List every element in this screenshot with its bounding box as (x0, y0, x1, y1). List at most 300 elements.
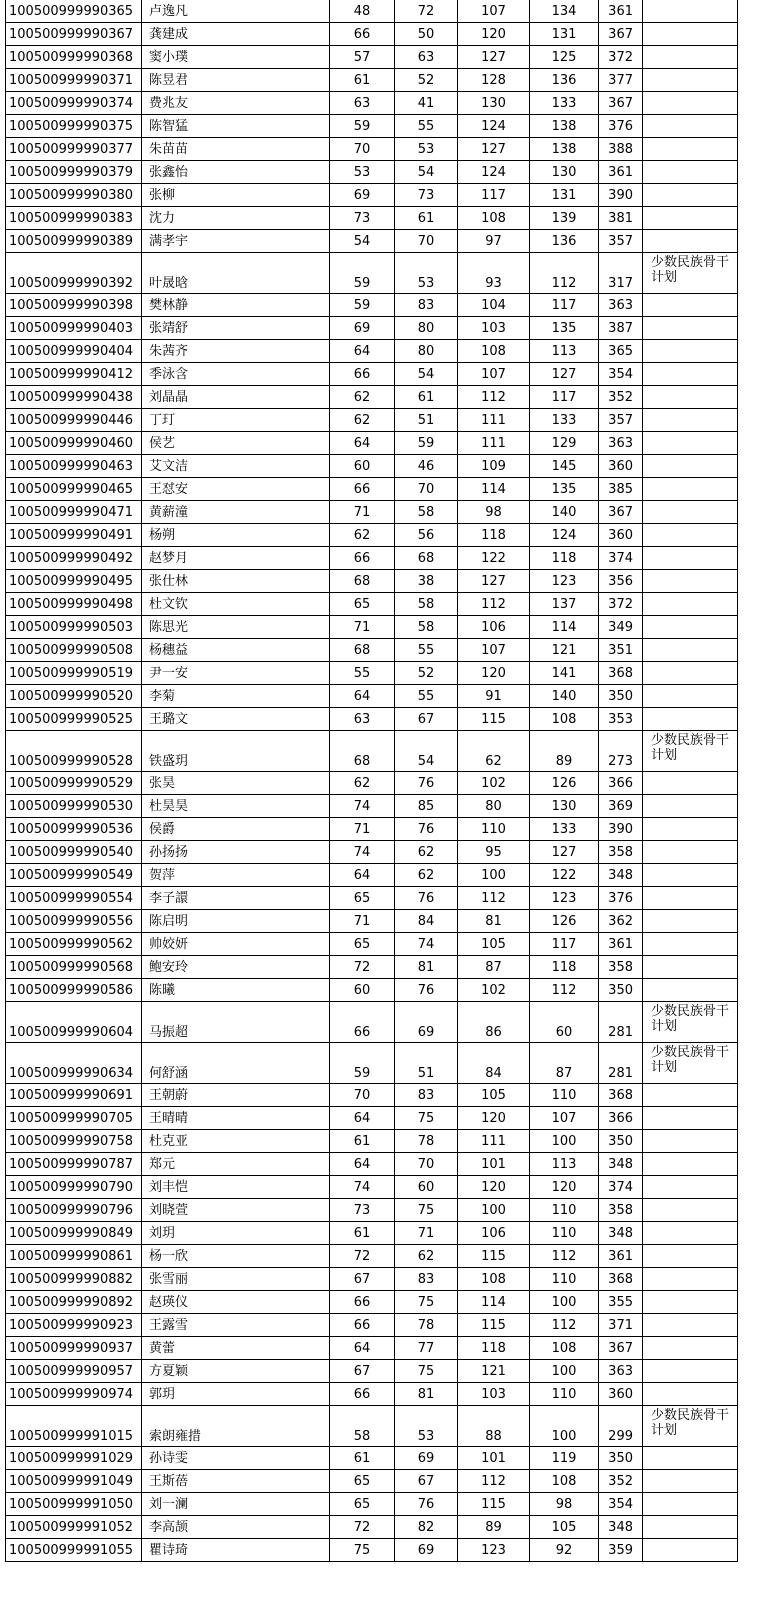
score-1-cell: 74 (330, 795, 395, 818)
table-row (6, 547, 738, 570)
score-1-cell: 69 (330, 184, 395, 207)
score-1-cell: 62 (330, 772, 395, 795)
table-row (6, 432, 738, 455)
candidate-id-cell: 100500999990519 (6, 662, 142, 685)
score-4-cell: 98 (530, 1493, 599, 1516)
score-3-cell: 115 (458, 1493, 530, 1516)
score-3-cell: 88 (458, 1406, 530, 1447)
score-3-cell: 127 (458, 46, 530, 69)
candidate-id-cell: 100500999990389 (6, 230, 142, 253)
remark-cell: 少数民族骨干计划 (643, 731, 738, 772)
score-4-cell: 127 (530, 363, 599, 386)
score-1-cell: 66 (330, 1291, 395, 1314)
total-score-cell: 363 (599, 294, 643, 317)
score-3-cell: 108 (458, 1268, 530, 1291)
score-1-cell: 61 (330, 69, 395, 92)
candidate-name-cell: 刘丰恺 (142, 1176, 330, 1199)
candidate-name-cell: 陈昱君 (142, 69, 330, 92)
score-3-cell: 120 (458, 1107, 530, 1130)
table-row (6, 795, 738, 818)
score-4-cell: 89 (530, 731, 599, 772)
score-1-cell: 64 (330, 1107, 395, 1130)
candidate-name-cell: 赵瑛仪 (142, 1291, 330, 1314)
table-row (6, 864, 738, 887)
table-row (6, 115, 738, 138)
candidate-id-cell: 100500999990465 (6, 478, 142, 501)
candidate-id-cell: 100500999990412 (6, 363, 142, 386)
total-score-cell: 348 (599, 1222, 643, 1245)
score-2-cell: 85 (395, 795, 458, 818)
candidate-id-cell: 100500999990492 (6, 547, 142, 570)
candidate-name-cell: 王露雪 (142, 1314, 330, 1337)
score-3-cell: 107 (458, 0, 530, 23)
remark-cell (643, 1447, 738, 1470)
score-1-cell: 65 (330, 593, 395, 616)
score-1-cell: 64 (330, 340, 395, 363)
score-1-cell: 66 (330, 547, 395, 570)
remark-cell (643, 115, 738, 138)
score-4-cell: 121 (530, 639, 599, 662)
score-4-cell: 124 (530, 524, 599, 547)
score-4-cell: 87 (530, 1043, 599, 1084)
table-row (6, 455, 738, 478)
candidate-name-cell: 杜文钦 (142, 593, 330, 616)
score-2-cell: 68 (395, 547, 458, 570)
total-score-cell: 356 (599, 570, 643, 593)
candidate-name-cell: 李高颉 (142, 1516, 330, 1539)
score-3-cell: 127 (458, 570, 530, 593)
score-3-cell: 111 (458, 409, 530, 432)
score-4-cell: 107 (530, 1107, 599, 1130)
candidate-name-cell: 费兆友 (142, 92, 330, 115)
score-2-cell: 46 (395, 455, 458, 478)
remark-cell: 少数民族骨干计划 (643, 1002, 738, 1043)
candidate-id-cell: 100500999990634 (6, 1043, 142, 1084)
candidate-id-cell: 100500999990556 (6, 910, 142, 933)
score-2-cell: 67 (395, 708, 458, 731)
score-1-cell: 53 (330, 161, 395, 184)
score-1-cell: 59 (330, 115, 395, 138)
score-1-cell: 54 (330, 230, 395, 253)
candidate-name-cell: 陈启明 (142, 910, 330, 933)
score-1-cell: 62 (330, 386, 395, 409)
score-1-cell: 68 (330, 731, 395, 772)
score-2-cell: 69 (395, 1002, 458, 1043)
score-4-cell: 92 (530, 1539, 599, 1562)
table-row (6, 639, 738, 662)
score-3-cell: 62 (458, 731, 530, 772)
score-4-cell: 113 (530, 340, 599, 363)
table-row (6, 501, 738, 524)
score-3-cell: 127 (458, 138, 530, 161)
table-row (6, 1043, 738, 1084)
score-2-cell: 55 (395, 115, 458, 138)
score-1-cell: 66 (330, 23, 395, 46)
score-4-cell: 133 (530, 92, 599, 115)
score-2-cell: 78 (395, 1130, 458, 1153)
candidate-id-cell: 100500999990923 (6, 1314, 142, 1337)
score-1-cell: 65 (330, 1470, 395, 1493)
candidate-name-cell: 杜克亚 (142, 1130, 330, 1153)
remark-cell (643, 92, 738, 115)
total-score-cell: 363 (599, 432, 643, 455)
score-2-cell: 62 (395, 841, 458, 864)
candidate-id-cell: 100500999991052 (6, 1516, 142, 1539)
table-row (6, 1539, 738, 1562)
score-1-cell: 60 (330, 979, 395, 1002)
score-2-cell: 76 (395, 887, 458, 910)
remark-cell (643, 570, 738, 593)
score-3-cell: 120 (458, 662, 530, 685)
score-1-cell: 65 (330, 933, 395, 956)
remark-cell (643, 340, 738, 363)
candidate-name-cell: 孙扬扬 (142, 841, 330, 864)
score-2-cell: 61 (395, 207, 458, 230)
score-1-cell: 61 (330, 1447, 395, 1470)
remark-cell (643, 1314, 738, 1337)
score-2-cell: 83 (395, 1084, 458, 1107)
score-4-cell: 125 (530, 46, 599, 69)
total-score-cell: 369 (599, 795, 643, 818)
remark-cell (643, 161, 738, 184)
score-3-cell: 120 (458, 1176, 530, 1199)
candidate-id-cell: 100500999990529 (6, 772, 142, 795)
score-3-cell: 101 (458, 1447, 530, 1470)
candidate-id-cell: 100500999991029 (6, 1447, 142, 1470)
table-row (6, 818, 738, 841)
table-row (6, 363, 738, 386)
score-2-cell: 80 (395, 317, 458, 340)
candidate-id-cell: 100500999990549 (6, 864, 142, 887)
score-2-cell: 70 (395, 230, 458, 253)
score-1-cell: 61 (330, 1222, 395, 1245)
table-row (6, 1383, 738, 1406)
total-score-cell: 353 (599, 708, 643, 731)
total-score-cell: 348 (599, 864, 643, 887)
table-row (6, 708, 738, 731)
candidate-name-cell: 王璐文 (142, 708, 330, 731)
score-3-cell: 115 (458, 708, 530, 731)
remark-cell (643, 795, 738, 818)
remark-cell (643, 1176, 738, 1199)
score-1-cell: 48 (330, 0, 395, 23)
total-score-cell: 358 (599, 841, 643, 864)
score-3-cell: 108 (458, 340, 530, 363)
candidate-id-cell: 100500999991050 (6, 1493, 142, 1516)
table-row (6, 0, 738, 23)
total-score-cell: 361 (599, 1245, 643, 1268)
score-3-cell: 106 (458, 616, 530, 639)
remark-cell (643, 1360, 738, 1383)
table-row (6, 570, 738, 593)
remark-cell (643, 1539, 738, 1562)
candidate-id-cell: 100500999990520 (6, 685, 142, 708)
candidate-name-cell: 刘一澜 (142, 1493, 330, 1516)
total-score-cell: 357 (599, 409, 643, 432)
score-3-cell: 109 (458, 455, 530, 478)
score-2-cell: 76 (395, 1493, 458, 1516)
total-score-cell: 355 (599, 1291, 643, 1314)
candidate-name-cell: 杨朔 (142, 524, 330, 547)
score-1-cell: 57 (330, 46, 395, 69)
score-1-cell: 67 (330, 1268, 395, 1291)
score-4-cell: 117 (530, 933, 599, 956)
score-1-cell: 59 (330, 1043, 395, 1084)
candidate-name-cell: 刘晶晶 (142, 386, 330, 409)
remark-cell (643, 207, 738, 230)
score-1-cell: 73 (330, 207, 395, 230)
score-4-cell: 139 (530, 207, 599, 230)
score-3-cell: 114 (458, 478, 530, 501)
table-row (6, 1516, 738, 1539)
score-1-cell: 64 (330, 864, 395, 887)
total-score-cell: 361 (599, 161, 643, 184)
score-4-cell: 138 (530, 115, 599, 138)
score-4-cell: 122 (530, 864, 599, 887)
total-score-cell: 361 (599, 933, 643, 956)
candidate-id-cell: 100500999990787 (6, 1153, 142, 1176)
candidate-name-cell: 朱苗苗 (142, 138, 330, 161)
score-2-cell: 78 (395, 1314, 458, 1337)
candidate-name-cell: 张仕林 (142, 570, 330, 593)
remark-cell: 少数民族骨干计划 (643, 253, 738, 294)
table-row (6, 46, 738, 69)
score-4-cell: 136 (530, 69, 599, 92)
score-2-cell: 58 (395, 616, 458, 639)
score-2-cell: 69 (395, 1447, 458, 1470)
score-3-cell: 91 (458, 685, 530, 708)
remark-cell (643, 46, 738, 69)
total-score-cell: 376 (599, 887, 643, 910)
candidate-id-cell: 100500999990460 (6, 432, 142, 455)
score-2-cell: 50 (395, 23, 458, 46)
candidate-name-cell: 郑元 (142, 1153, 330, 1176)
total-score-cell: 352 (599, 386, 643, 409)
table-row (6, 887, 738, 910)
table-row (6, 731, 738, 772)
total-score-cell: 359 (599, 1539, 643, 1562)
candidate-name-cell: 王晴晴 (142, 1107, 330, 1130)
total-score-cell: 354 (599, 363, 643, 386)
total-score-cell: 281 (599, 1043, 643, 1084)
score-3-cell: 105 (458, 1084, 530, 1107)
remark-cell (643, 1470, 738, 1493)
score-4-cell: 131 (530, 23, 599, 46)
score-2-cell: 41 (395, 92, 458, 115)
score-4-cell: 133 (530, 409, 599, 432)
total-score-cell: 365 (599, 340, 643, 363)
remark-cell (643, 524, 738, 547)
score-4-cell: 108 (530, 1470, 599, 1493)
score-2-cell: 80 (395, 340, 458, 363)
score-3-cell: 103 (458, 1383, 530, 1406)
table-row (6, 340, 738, 363)
candidate-name-cell: 李子譞 (142, 887, 330, 910)
remark-cell (643, 1130, 738, 1153)
remark-cell (643, 547, 738, 570)
table-row (6, 1470, 738, 1493)
candidate-id-cell: 100500999990463 (6, 455, 142, 478)
score-3-cell: 118 (458, 524, 530, 547)
remark-cell (643, 1084, 738, 1107)
candidate-name-cell: 尹一安 (142, 662, 330, 685)
table-row (6, 1406, 738, 1447)
score-2-cell: 51 (395, 1043, 458, 1084)
total-score-cell: 372 (599, 46, 643, 69)
total-score-cell: 385 (599, 478, 643, 501)
candidate-id-cell: 100500999990392 (6, 253, 142, 294)
score-3-cell: 105 (458, 933, 530, 956)
score-1-cell: 75 (330, 1539, 395, 1562)
table-row (6, 662, 738, 685)
score-2-cell: 55 (395, 685, 458, 708)
score-3-cell: 93 (458, 253, 530, 294)
candidate-id-cell: 100500999991049 (6, 1470, 142, 1493)
score-4-cell: 140 (530, 685, 599, 708)
candidate-name-cell: 李菊 (142, 685, 330, 708)
candidate-name-cell: 叶晟晗 (142, 253, 330, 294)
score-3-cell: 98 (458, 501, 530, 524)
total-score-cell: 363 (599, 1360, 643, 1383)
score-2-cell: 70 (395, 478, 458, 501)
score-2-cell: 58 (395, 593, 458, 616)
candidate-id-cell: 100500999990554 (6, 887, 142, 910)
score-4-cell: 117 (530, 294, 599, 317)
score-4-cell: 100 (530, 1406, 599, 1447)
candidate-id-cell: 100500999990530 (6, 795, 142, 818)
remark-cell (643, 294, 738, 317)
score-1-cell: 66 (330, 1383, 395, 1406)
score-2-cell: 38 (395, 570, 458, 593)
remark-cell (643, 639, 738, 662)
score-table (5, 0, 738, 1562)
score-2-cell: 83 (395, 1268, 458, 1291)
candidate-name-cell: 刘玥 (142, 1222, 330, 1245)
candidate-id-cell: 100500999990503 (6, 616, 142, 639)
candidate-id-cell: 100500999990377 (6, 138, 142, 161)
score-3-cell: 120 (458, 23, 530, 46)
score-4-cell: 130 (530, 161, 599, 184)
total-score-cell: 377 (599, 69, 643, 92)
score-4-cell: 133 (530, 818, 599, 841)
score-2-cell: 73 (395, 184, 458, 207)
candidate-name-cell: 陈智猛 (142, 115, 330, 138)
score-1-cell: 72 (330, 956, 395, 979)
remark-cell (643, 409, 738, 432)
score-4-cell: 118 (530, 547, 599, 570)
score-2-cell: 51 (395, 409, 458, 432)
candidate-id-cell: 100500999990403 (6, 317, 142, 340)
score-3-cell: 95 (458, 841, 530, 864)
total-score-cell: 350 (599, 1130, 643, 1153)
candidate-id-cell: 100500999990383 (6, 207, 142, 230)
candidate-id-cell: 100500999990705 (6, 1107, 142, 1130)
score-4-cell: 112 (530, 979, 599, 1002)
candidate-name-cell: 黄蕾 (142, 1337, 330, 1360)
remark-cell (643, 933, 738, 956)
total-score-cell: 366 (599, 1107, 643, 1130)
total-score-cell: 348 (599, 1516, 643, 1539)
total-score-cell: 372 (599, 593, 643, 616)
score-4-cell: 126 (530, 910, 599, 933)
score-1-cell: 71 (330, 910, 395, 933)
score-2-cell: 56 (395, 524, 458, 547)
candidate-id-cell: 100500999990586 (6, 979, 142, 1002)
score-3-cell: 107 (458, 639, 530, 662)
remark-cell (643, 478, 738, 501)
total-score-cell: 390 (599, 184, 643, 207)
score-1-cell: 64 (330, 685, 395, 708)
candidate-name-cell: 方夏颖 (142, 1360, 330, 1383)
table-row (6, 23, 738, 46)
total-score-cell: 273 (599, 731, 643, 772)
table-row (6, 207, 738, 230)
score-4-cell: 137 (530, 593, 599, 616)
candidate-id-cell: 100500999990498 (6, 593, 142, 616)
candidate-name-cell: 黄薪潼 (142, 501, 330, 524)
candidate-id-cell: 100500999990758 (6, 1130, 142, 1153)
candidate-id-cell: 100500999990525 (6, 708, 142, 731)
candidate-name-cell: 丁玎 (142, 409, 330, 432)
total-score-cell: 374 (599, 547, 643, 570)
table-row (6, 92, 738, 115)
score-1-cell: 71 (330, 818, 395, 841)
remark-cell: 少数民族骨干计划 (643, 1043, 738, 1084)
total-score-cell: 381 (599, 207, 643, 230)
table-row (6, 69, 738, 92)
table-row (6, 1222, 738, 1245)
remark-cell (643, 23, 738, 46)
table-row (6, 979, 738, 1002)
score-2-cell: 52 (395, 69, 458, 92)
candidate-id-cell: 100500999990604 (6, 1002, 142, 1043)
table-row (6, 184, 738, 207)
total-score-cell: 362 (599, 910, 643, 933)
score-3-cell: 81 (458, 910, 530, 933)
candidate-id-cell: 100500999990849 (6, 1222, 142, 1245)
candidate-name-cell: 索朗雍措 (142, 1406, 330, 1447)
score-1-cell: 72 (330, 1245, 395, 1268)
score-3-cell: 115 (458, 1245, 530, 1268)
candidate-name-cell: 王斯蓓 (142, 1470, 330, 1493)
score-4-cell: 126 (530, 772, 599, 795)
score-1-cell: 59 (330, 253, 395, 294)
candidate-id-cell: 100500999990375 (6, 115, 142, 138)
score-3-cell: 112 (458, 887, 530, 910)
candidate-id-cell: 100500999990374 (6, 92, 142, 115)
score-4-cell: 108 (530, 708, 599, 731)
total-score-cell: 358 (599, 956, 643, 979)
candidate-name-cell: 陈曦 (142, 979, 330, 1002)
remark-cell (643, 708, 738, 731)
score-4-cell: 117 (530, 386, 599, 409)
score-2-cell: 60 (395, 1176, 458, 1199)
total-score-cell: 349 (599, 616, 643, 639)
score-2-cell: 82 (395, 1516, 458, 1539)
total-score-cell: 281 (599, 1002, 643, 1043)
table-row (6, 956, 738, 979)
candidate-id-cell: 100500999990367 (6, 23, 142, 46)
total-score-cell: 348 (599, 1153, 643, 1176)
remark-cell (643, 1107, 738, 1130)
score-4-cell: 123 (530, 887, 599, 910)
table-row (6, 386, 738, 409)
score-1-cell: 68 (330, 639, 395, 662)
score-1-cell: 64 (330, 1153, 395, 1176)
score-3-cell: 103 (458, 317, 530, 340)
score-4-cell: 114 (530, 616, 599, 639)
total-score-cell: 367 (599, 1337, 643, 1360)
